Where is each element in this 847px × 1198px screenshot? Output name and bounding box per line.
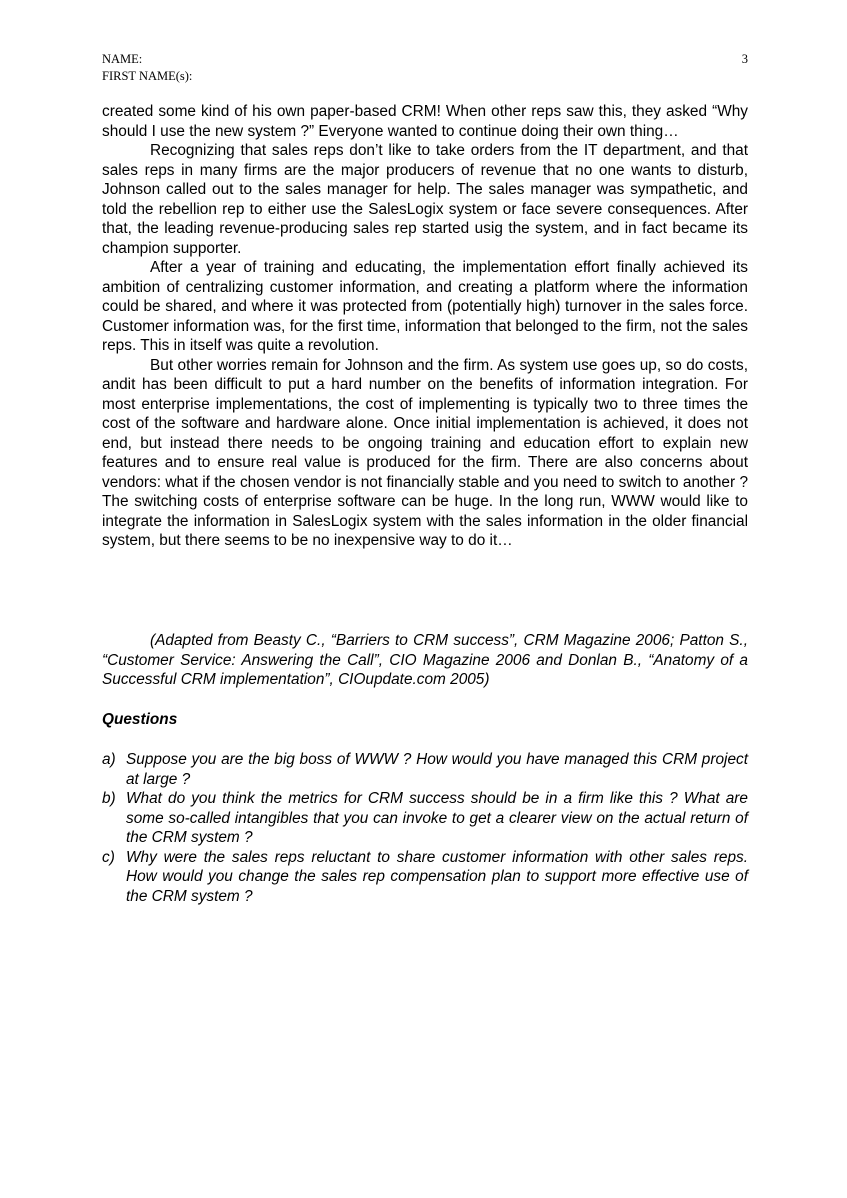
name-label: NAME: xyxy=(102,52,143,66)
case-study-body xyxy=(102,102,748,551)
question-item xyxy=(102,848,748,907)
question-text: Why were the sales reps reluctant to share customer information with other sales reps. How would you change the sales rep compensation plan to support more effective use of the CRM system ? xyxy=(126,848,748,905)
question-marker: a) xyxy=(102,751,116,768)
questions-heading: Questions xyxy=(102,711,178,728)
source-citation: (Adapted from Beasty C., “Barriers to CRM success”, CRM Magazine 2006; Patton S., “Customer Service: Answering the Call”, CIO Magazine 2006 and Donlan B., “Anatomy of a Successful CRM implementation”, CIOupdate.com 2005) xyxy=(102,632,748,688)
paragraph-recognizing: Recognizing that sales reps don’t like to take orders from the IT department, and that sales reps in many firms are the major producers of revenue that no one wants to disturb, Johnson called out to the sales manager for help. The sales manager was sympathetic, and told the rebellion rep to either use the SalesLogix system or face severe consequences. After that, the leading revenue-producing sales rep started usig the system, and in fact became its champion supporter. xyxy=(102,142,748,257)
page-number: 3 xyxy=(741,52,748,66)
paragraph-other-worries: But other worries remain for Johnson and the firm. As system use goes up, so do costs, andit has been difficult to put a hard number on the benefits of information integration. For most enterprise implementations, the cost of implementing is typically two to three times the cost of the software and hardware alone. Once initial implementation is achieved, it does not end, but instead there needs to be ongoing training and education effort to explain new features and to ensure real value is produced for the firm. There are also concerns about vendors: what if the chosen vendor is not financially stable and you need to switch to another ? The switching costs of enterprise software can be huge. In the long run, WWW would like to integrate the information in SalesLogix system with the sales information in the older financial system, but there seems to be no inexpensive way to do it… xyxy=(102,356,748,549)
paragraph-after-a-year: After a year of training and educating, the implementation effort finally achieved its ambition of centralizing customer information, and creating a platform where the information could be shared, and where it was protected from (potentially high) turnover in the sales force. Customer information was, for the first time, information that belonged to the firm, not the sales reps. This in itself was quite a revolution. xyxy=(102,259,748,354)
questions-list xyxy=(102,750,748,906)
paragraph-continuation: created some kind of his own paper-based CRM! When other reps saw this, they asked “Why should I use the new system ?” Everyone wanted to continue doing their own thing… xyxy=(102,103,748,140)
first-name-label: FIRST NAME(s): xyxy=(102,69,193,83)
question-text: Suppose you are the big boss of WWW ? How would you have managed this CRM project at large ? xyxy=(126,751,748,788)
page-header xyxy=(102,51,748,85)
question-text: What do you think the metrics for CRM success should be in a firm like this ? What are some so-called intangibles that you can invoke to get a clearer view on the actual return of the CRM system ? xyxy=(126,790,748,846)
question-item xyxy=(102,750,748,789)
question-item xyxy=(102,789,748,848)
question-marker: b) xyxy=(102,790,116,807)
question-marker: c) xyxy=(102,848,115,866)
